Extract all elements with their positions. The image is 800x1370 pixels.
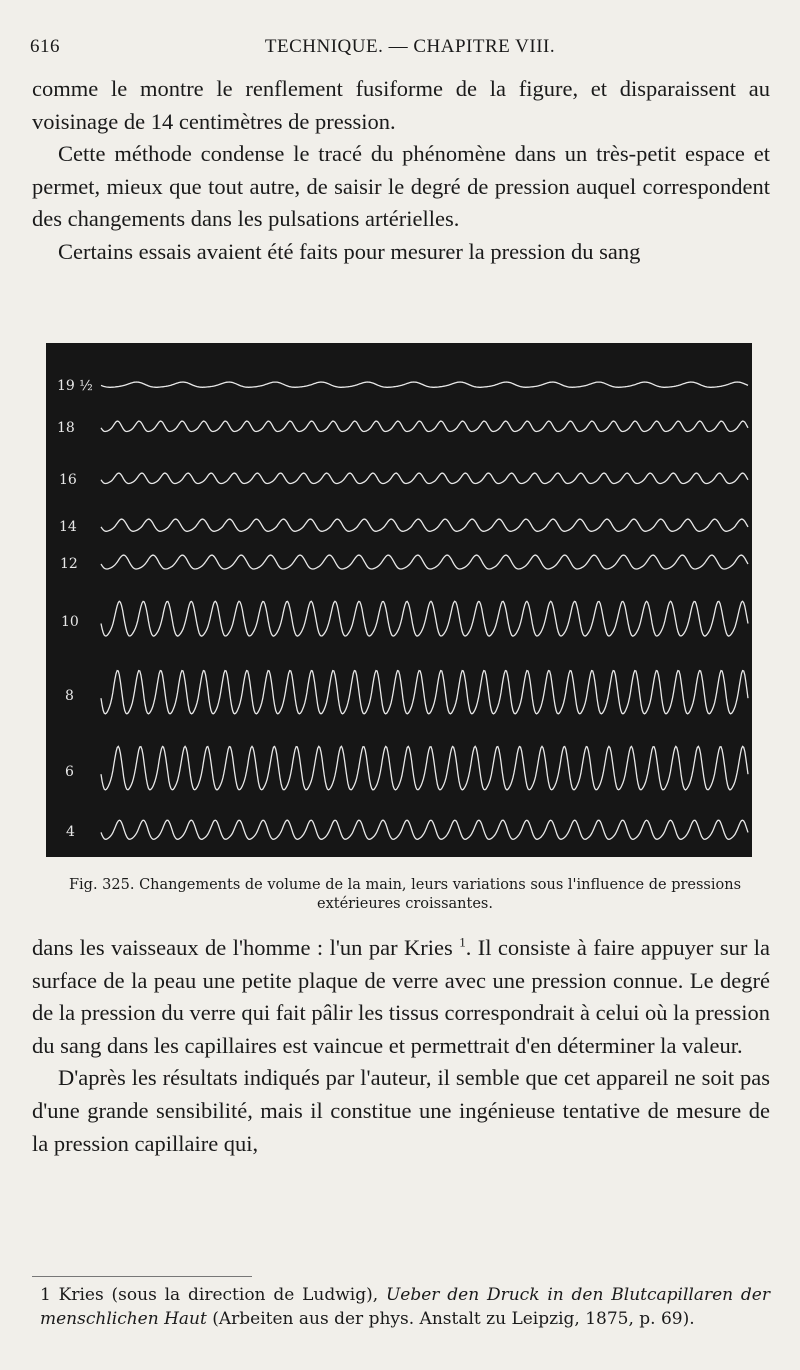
figure-plate	[46, 343, 752, 857]
trace-label: 6	[65, 764, 74, 780]
paragraph-text: . Il consiste à faire appuyer sur la surface de la peau une petite plaque de verre avec une pression connue. Le degré de la pression du verre qui fait pâlir les tissus correspondrait à celui où la pression du sang dans les capillaires est vaincue et permettrait d'en déterminer la valeur.	[32, 935, 770, 1058]
footnote-mark: 1	[459, 934, 466, 950]
pressure-trace	[101, 421, 748, 431]
figure-number: Fig. 325.	[68, 877, 135, 893]
running-header	[30, 36, 770, 66]
pressure-trace	[101, 473, 748, 483]
pressure-trace	[101, 601, 748, 636]
pressure-trace	[101, 382, 748, 387]
trace-label: 4	[66, 824, 75, 840]
running-title: TECHNIQUE. — CHAPITRE VIII.	[264, 36, 556, 57]
pressure-traces	[46, 343, 752, 857]
page-number: 616	[30, 36, 60, 57]
pressure-trace	[101, 555, 748, 569]
figure-caption	[60, 876, 750, 914]
paragraph	[32, 932, 770, 1062]
footnote-title: Ueber den Druck in den Blutcapillaren der menschlichen Haut	[40, 1285, 770, 1329]
pressure-trace	[101, 671, 748, 714]
pressure-trace	[101, 519, 748, 531]
footnote	[40, 1283, 770, 1331]
trace-label: 12	[60, 556, 78, 572]
trace-label: 14	[59, 519, 77, 535]
body-text-bottom	[32, 932, 770, 1160]
trace-label: 10	[61, 614, 79, 630]
footnote-text: Kries (sous la direction de Ludwig),	[58, 1285, 379, 1305]
footnote-rule	[32, 1276, 252, 1277]
paragraph: Cette méthode condense le tracé du phénomène dans un très-petit espace et permet, mieux que tout autre, de saisir le degré de pression auquel correspondent des changements dans les pulsations artérielles.	[32, 141, 770, 232]
paragraph: comme le montre le renflement fusiforme de la figure, et disparaissent au voisinage de 14 centimètres de pression.	[32, 76, 770, 134]
trace-label: 19 ½	[57, 378, 93, 394]
footnote-source: (Arbeiten aus der phys. Anstalt zu Leipzig, 1875, p. 69).	[212, 1309, 695, 1329]
paragraph: Certains essais avaient été faits pour mesurer la pression du sang	[58, 238, 641, 264]
paragraph-text: dans les vaisseaux de l'homme : l'un par Kries	[32, 935, 453, 960]
trace-label: 16	[59, 472, 77, 488]
paragraph: D'après les résultats indiqués par l'auteur, il semble que cet appareil ne soit pas d'une grande sensibilité, mais il constitue une ingénieuse tentative de mesure de la pression capillaire qui,	[32, 1065, 770, 1156]
pressure-trace	[101, 820, 748, 839]
body-text-top	[32, 73, 770, 269]
trace-label: 18	[57, 420, 75, 436]
pressure-trace	[101, 746, 748, 790]
caption-text: Changements de volume de la main, leurs variations sous l'influence de pressions extérieures croissantes.	[139, 877, 742, 912]
footnote-number: 1	[40, 1285, 51, 1305]
trace-label: 8	[65, 688, 74, 704]
